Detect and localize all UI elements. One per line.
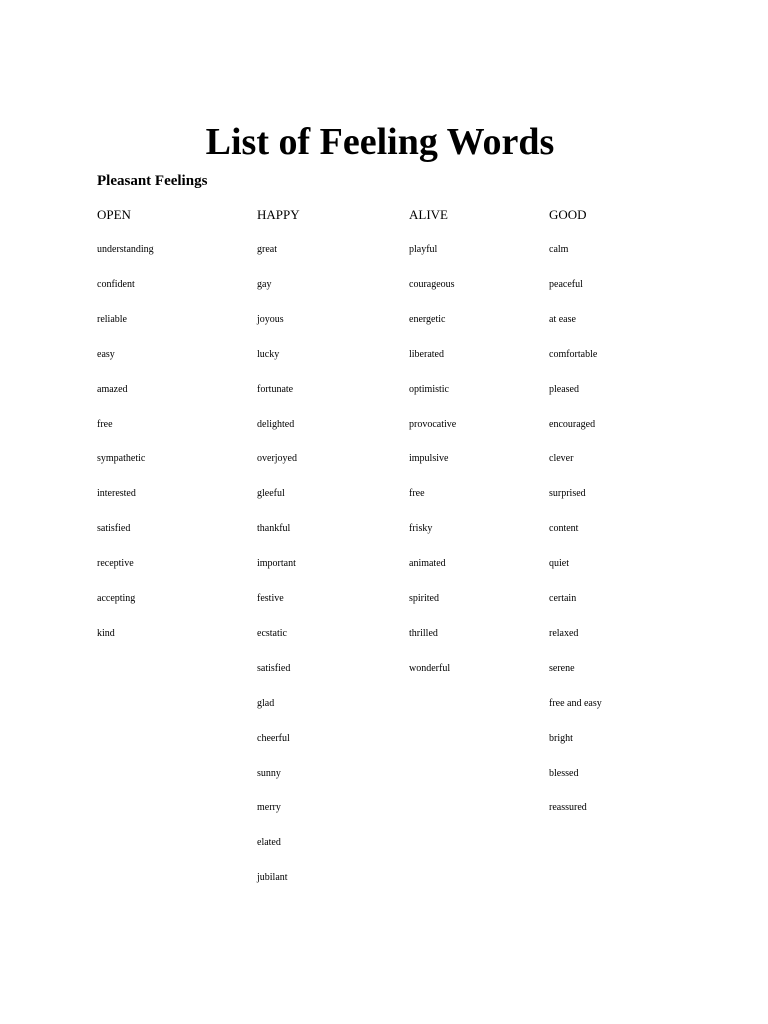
feeling-word: wonderful [409,663,451,674]
feeling-word: ecstatic [257,628,287,639]
feeling-word: courageous [409,279,455,290]
feeling-word: peaceful [549,279,583,290]
feeling-word: free and easy [549,698,602,709]
feeling-word: easy [97,349,115,360]
feeling-word: animated [409,558,446,569]
feeling-word: energetic [409,314,446,325]
feeling-word: pleased [549,384,579,395]
feeling-word: elated [257,837,281,848]
feeling-word: serene [549,663,575,674]
feeling-word: spirited [409,593,439,604]
feeling-word: reliable [97,314,127,325]
column-heading: GOOD [549,207,587,222]
feeling-word: comfortable [549,349,598,360]
feeling-word: thankful [257,523,291,534]
feeling-word: great [257,244,277,255]
feeling-word: joyous [257,314,284,325]
section-heading: Pleasant Feelings [97,173,208,189]
feeling-word: cheerful [257,733,290,744]
feeling-word: fortunate [257,384,294,395]
feeling-word: overjoyed [257,453,297,464]
feeling-word: jubilant [257,872,288,883]
column-open [97,206,154,639]
column-heading: OPEN [97,207,131,222]
feeling-word: glad [257,698,275,709]
feeling-word: delighted [257,419,295,430]
feeling-word: confident [97,279,135,290]
feeling-word: playful [409,244,438,255]
feeling-word: kind [97,628,115,639]
feeling-word: amazed [97,384,128,395]
column-heading: ALIVE [409,207,448,222]
feeling-word: sympathetic [97,453,146,464]
feeling-word: gleeful [257,488,285,499]
feeling-word: festive [257,593,284,604]
column-good [549,206,602,813]
feeling-word: satisfied [257,663,291,674]
feeling-word: interested [97,488,136,499]
feeling-word: content [549,523,579,534]
page-title: List of Feeling Words [205,121,555,163]
feeling-word: free [97,419,113,430]
feeling-word: surprised [549,488,586,499]
feeling-word: liberated [409,349,444,360]
feeling-word: sunny [257,768,281,779]
feeling-word: quiet [549,558,569,569]
feeling-word: important [257,558,296,569]
feeling-word: impulsive [409,453,449,464]
feeling-word: free [409,488,425,499]
feeling-word: blessed [549,768,579,779]
feeling-word: accepting [97,593,136,604]
column-happy [257,206,300,883]
feeling-word: bright [549,733,573,744]
feeling-word: optimistic [409,384,449,395]
feeling-word: certain [549,593,577,604]
feeling-word: provocative [409,419,457,430]
feeling-word: reassured [549,802,587,813]
feeling-word: receptive [97,558,134,569]
feeling-word: thrilled [409,628,438,639]
feeling-word: relaxed [549,628,579,639]
feeling-word: encouraged [549,419,596,430]
feeling-word: frisky [409,523,433,534]
feeling-word: clever [549,453,574,464]
column-heading: HAPPY [257,207,300,222]
feeling-word: merry [257,802,281,813]
feeling-word: understanding [97,244,154,255]
feeling-word: calm [549,244,569,255]
feeling-word: at ease [549,314,576,325]
feeling-word: lucky [257,349,280,360]
column-alive [409,206,457,674]
feeling-word: satisfied [97,523,131,534]
feeling-word: gay [257,279,272,290]
